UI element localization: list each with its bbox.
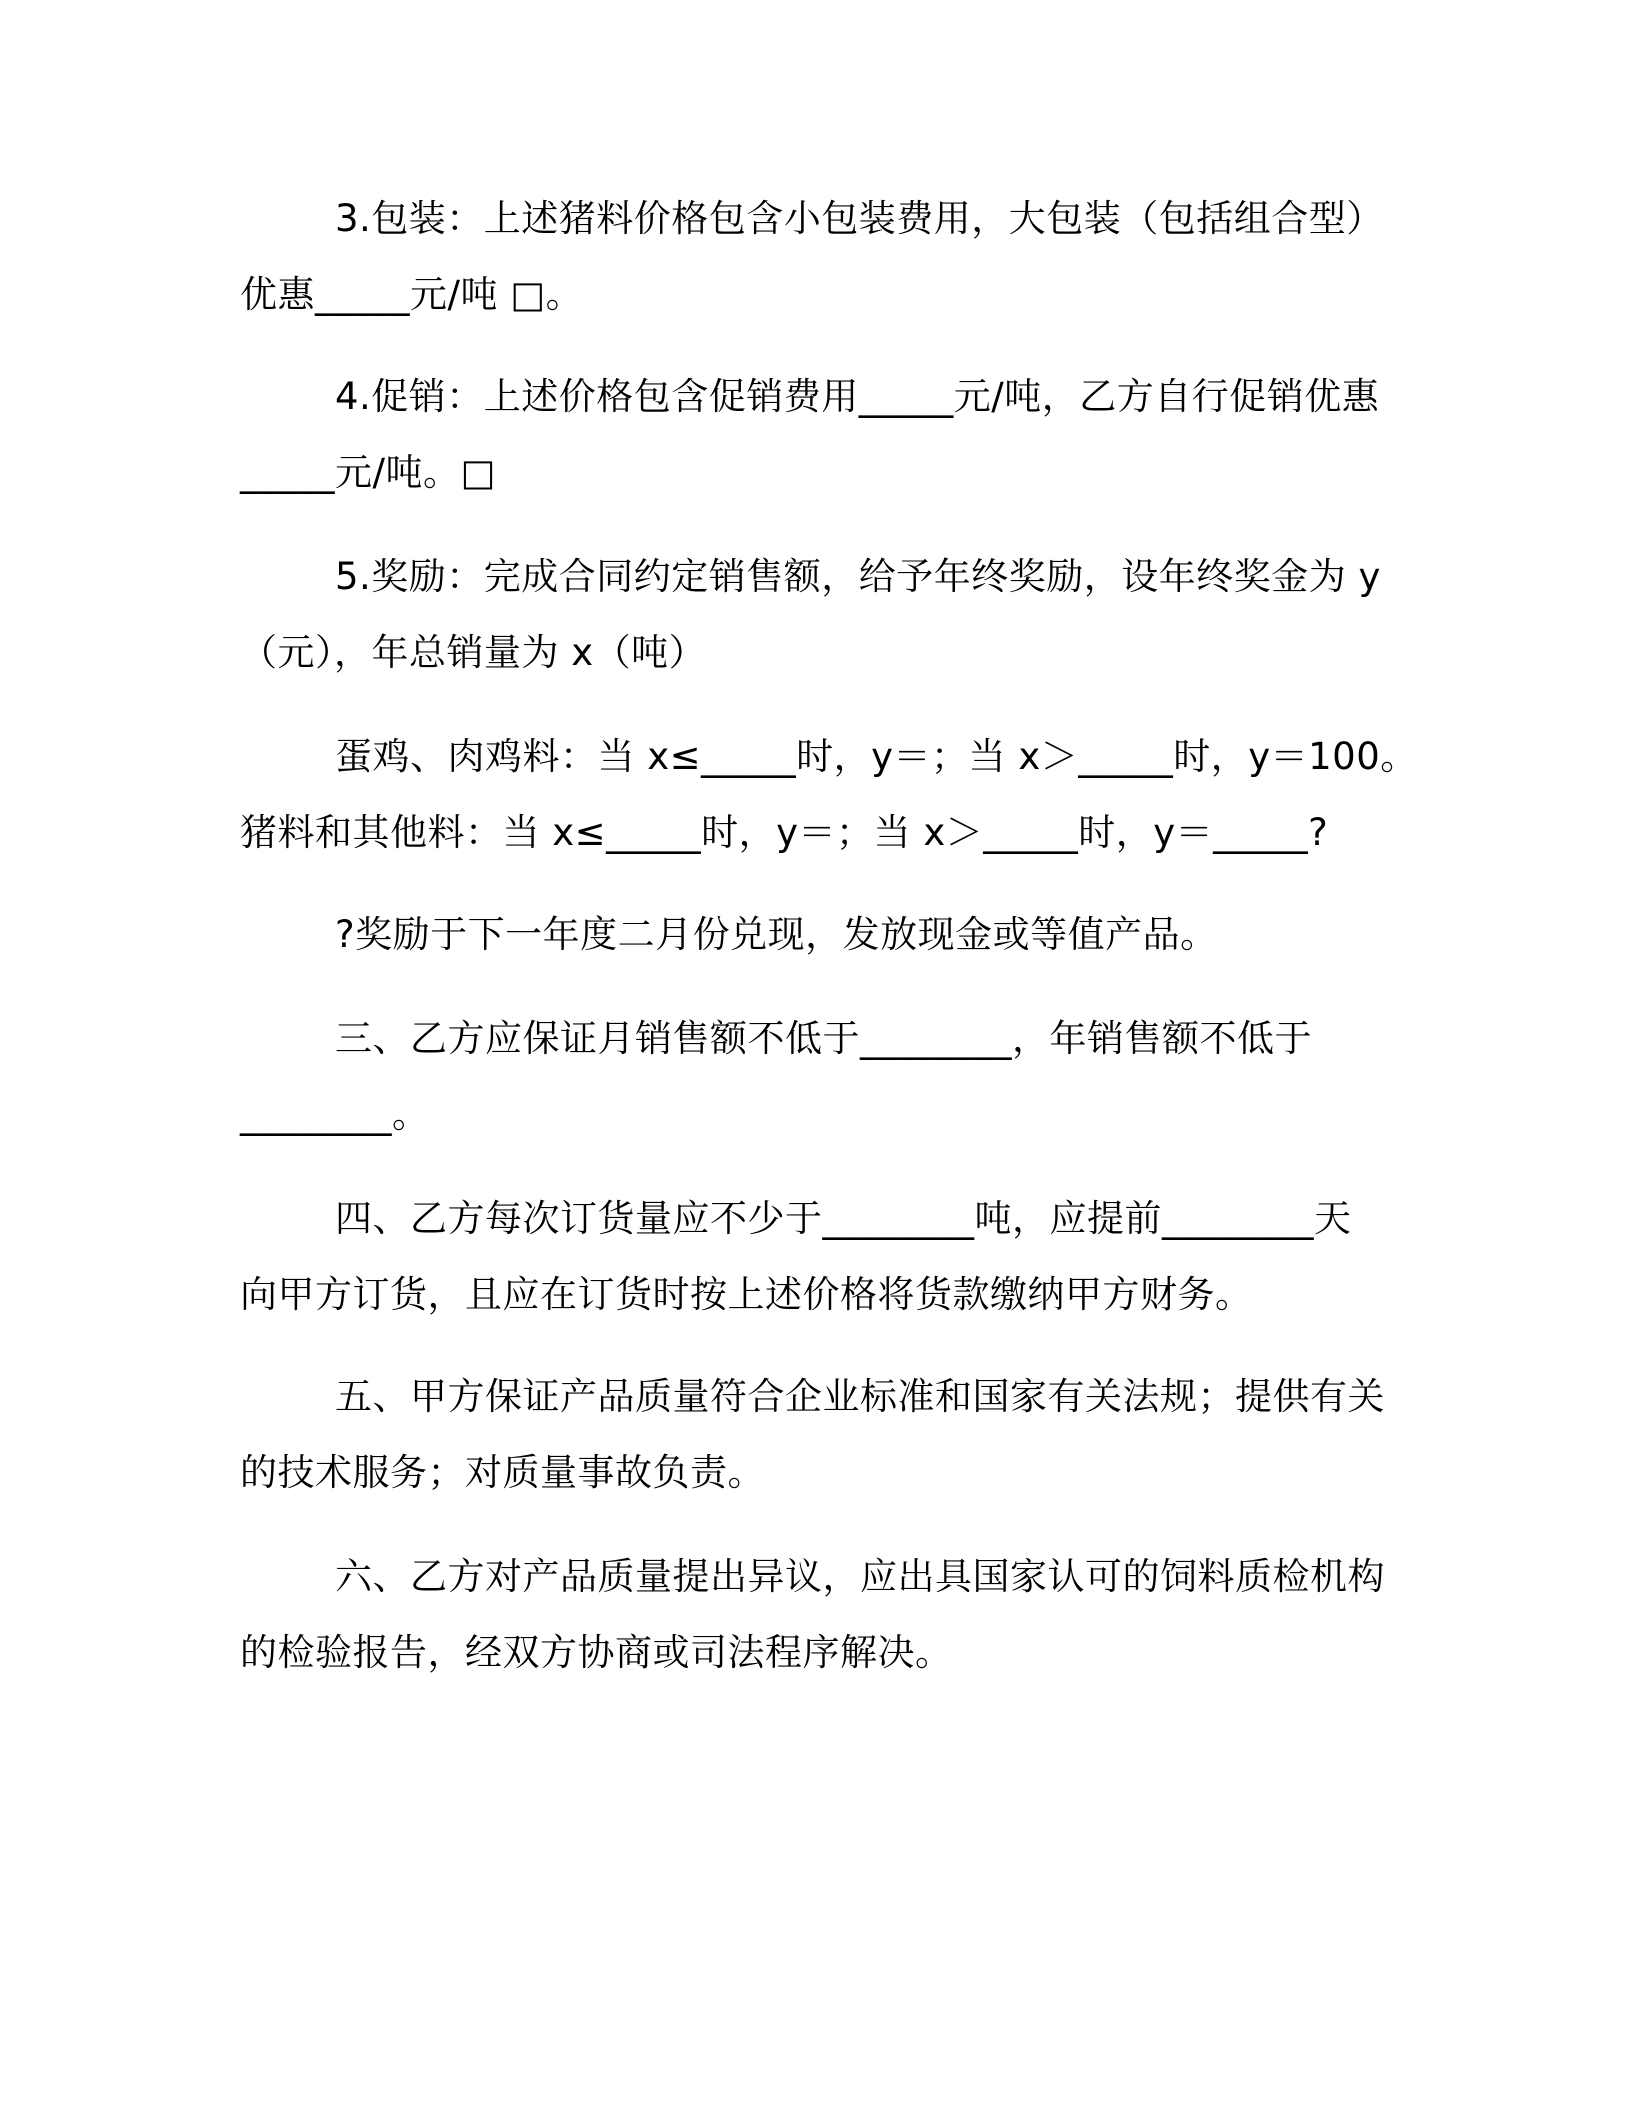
clause-six-line-2: 的检验报告，经双方协商或司法程序解决。 — [240, 1631, 953, 1674]
clause-5-reward-line-1: 5.奖励：完成合同约定销售额，给予年终奖励，设年终奖金为 y — [335, 555, 1381, 598]
reward-poultry-feed-line: 蛋鸡、肉鸡料：当 x≤_____时，y＝；当 x＞_____时，y＝100。 — [335, 735, 1418, 778]
clause-six-line-1: 六、乙方对产品质量提出异议，应出具国家认可的饲料质检机构 — [335, 1555, 1385, 1598]
clause-three-line-2: ________。 — [240, 1093, 430, 1136]
reward-pig-feed-line: 猪料和其他料：当 x≤_____时，y＝；当 x＞_____时，y＝_____? — [240, 811, 1329, 854]
reward-payout-line: ?奖励于下一年度二月份兑现，发放现金或等值产品。 — [335, 913, 1218, 956]
clause-5-reward-line-2: （元），年总销量为 x（吨） — [240, 631, 707, 674]
clause-five-line-1: 五、甲方保证产品质量符合企业标准和国家有关法规；提供有关 — [335, 1375, 1385, 1418]
clause-4-promotion-line-2: _____元/吨。□ — [240, 451, 496, 494]
clause-4-promotion-line-1: 4.促销：上述价格包含促销费用_____元/吨，乙方自行促销优惠 — [335, 375, 1380, 418]
clause-four-line-2: 向甲方订货，且应在订货时按上述价格将货款缴纳甲方财务。 — [240, 1273, 1253, 1316]
clause-three-line-1: 三、乙方应保证月销售额不低于________，年销售额不低于 — [335, 1017, 1312, 1060]
clause-four-line-1: 四、乙方每次订货量应不少于________吨，应提前________天 — [335, 1197, 1352, 1240]
clause-3-packaging-line-2: 优惠_____元/吨 □。 — [240, 273, 584, 316]
clause-3-packaging-line-1: 3.包装：上述猪料价格包含小包装费用，大包装（包括组合型） — [335, 197, 1384, 240]
clause-five-line-2: 的技术服务；对质量事故负责。 — [240, 1451, 765, 1494]
